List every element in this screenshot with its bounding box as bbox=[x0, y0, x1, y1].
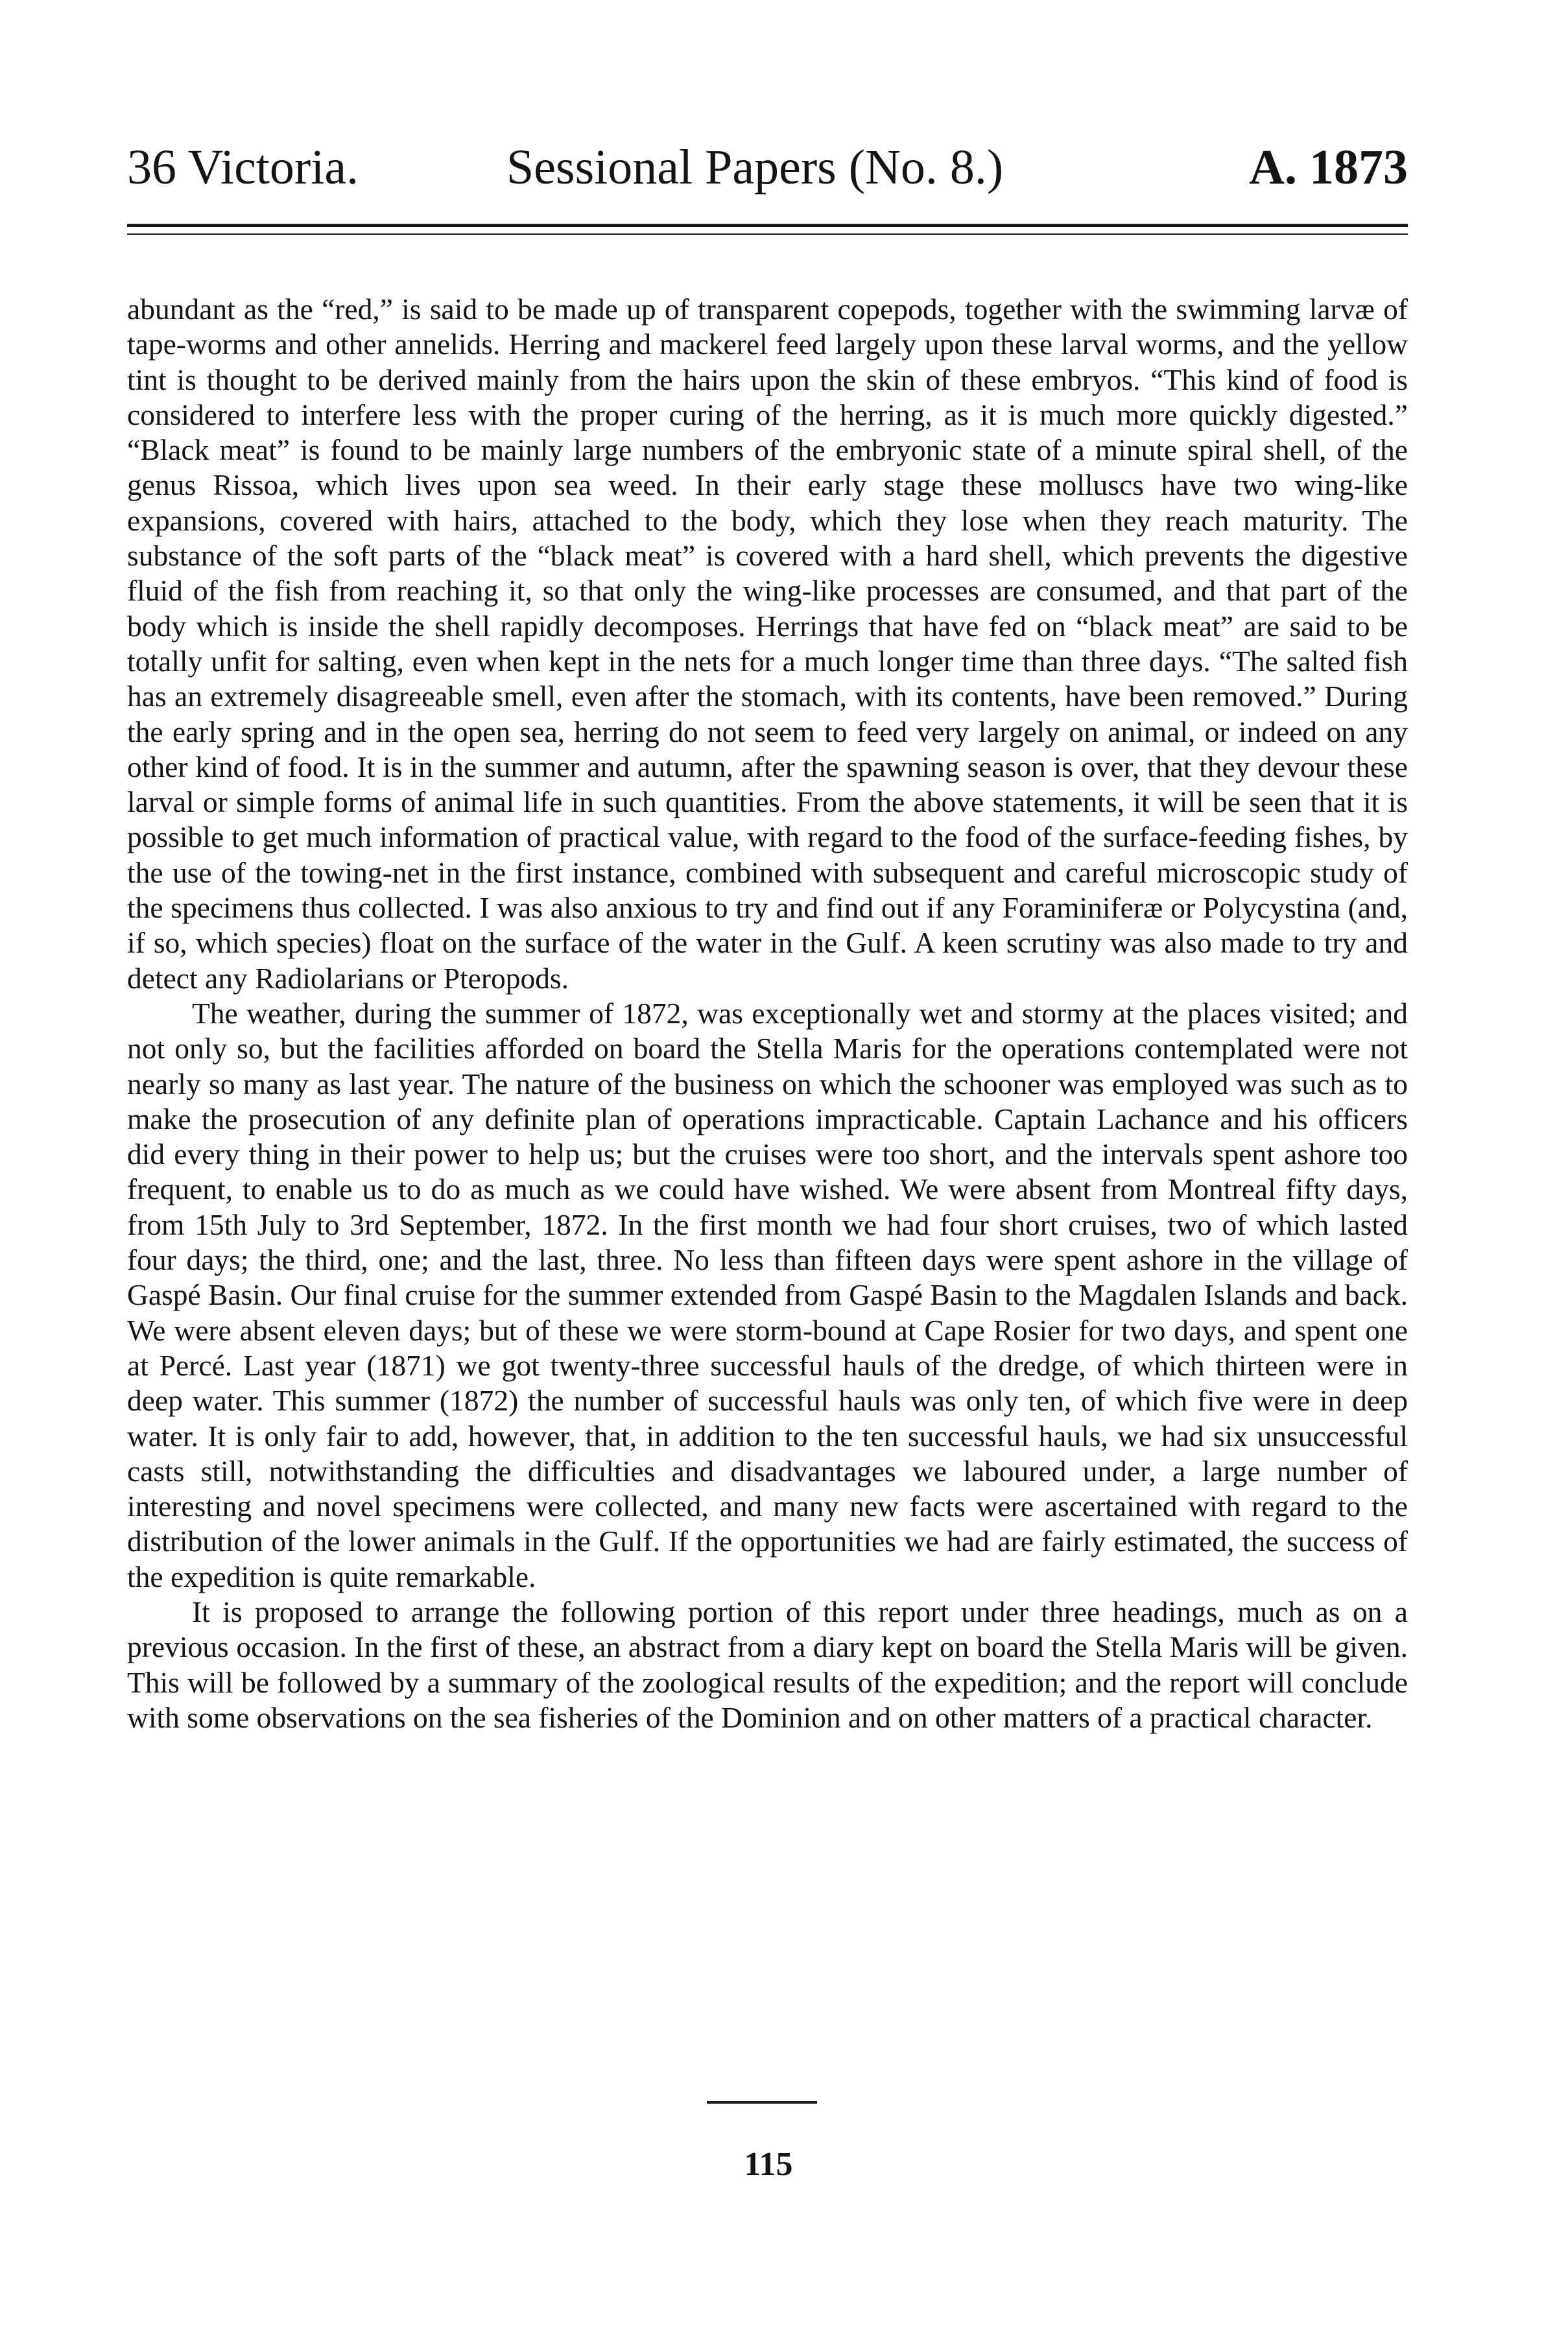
header-year: A. 1873 bbox=[1249, 140, 1408, 195]
page-number: 115 bbox=[744, 2146, 793, 2183]
footer-rule bbox=[707, 2101, 817, 2104]
header-title: Sessional Papers (No. 8.) bbox=[506, 140, 1004, 195]
paragraph-1: abundant as the “red,” is said to be made up of transparent copepods, together with the swimming larvæ of tape-worms and other annelids. Herring and mackerel feed largely upon these larval worms, and the yellow tint is thought to be derived mainly from the hairs upon the skin of these embryos. “This kind of food is considered to interfere less with the proper curing of the herring, as it is much more quickly digested.” “Black meat” is found to be mainly large numbers of the embryonic state of a minute spiral shell, of the genus Rissoa, which lives upon sea weed. In their early stage these molluscs have two wing-like expansions, covered with hairs, attached to the body, which they lose when they reach maturity. The substance of the soft parts of the “black meat” is covered with a hard shell, which prevents the digestive fluid of the fish from reaching it, so that only the wing-like processes are consumed, and that part of the body which is inside the shell rapidly decomposes. Herrings that have fed on “black meat” are said to be totally unfit for salting, even when kept in the nets for a much longer time than three days. “The salted fish has an extremely disagreeable smell, even after the stomach, with its contents, have been removed.” During the early spring and in the open sea, herring do not seem to feed very largely on animal, or indeed on any other kind of food. It is in the summer and autumn, after the spawning season is over, that they devour these larval or simple forms of animal life in such quantities. From the above statements, it will be seen that it is possible to get much information of practical value, with regard to the food of the surface-feeding fishes, by the use of the towing-net in the first instance, combined with subsequent and careful microscopic study of the specimens thus collected. I was also anxious to try and find out if any Foraminiferæ or Polycystina (and, if so, which species) float on the surface of the water in the Gulf. A keen scrutiny was also made to try and detect any Radiolarians or Pteropods. bbox=[127, 292, 1408, 995]
paragraph-3: It is proposed to arrange the following portion of this report under three headings, much as on a previous occasion. In the first of these, an abstract from a diary kept on board the Stella Maris will be given. This will be followed by a summary of the zoological results of the expedition; and the report will conclude with some observations on the sea fisheries of the Dominion and on other matters of a practical character. bbox=[127, 1595, 1408, 1734]
paragraph-2: The weather, during the summer of 1872, was exceptionally wet and stormy at the places visited; and not only so, but the facilities afforded on board the Stella Maris for the operations contemplated were not nearly so many as last year. The nature of the business on which the schooner was employed was such as to make the prosecution of any definite plan of operations impracticable. Captain Lachance and his officers did every thing in their power to help us; but the cruises were too short, and the intervals spent ashore too frequent, to enable us to do as much as we could have wished. We were absent from Montreal fifty days, from 15th July to 3rd September, 1872. In the first month we had four short cruises, two of which lasted four days; the third, one; and the last, three. No less than fifteen days were spent ashore in the village of Gaspé Basin. Our final cruise for the summer extended from Gaspé Basin to the Magdalen Islands and back. We were absent eleven days; but of these we were storm-bound at Cape Rosier for two days, and spent one at Percé. Last year (1871) we got twenty-three successful hauls of the dredge, of which thirteen were in deep water. This summer (1872) the number of successful hauls was only ten, of which five were in deep water. It is only fair to add, however, that, in addition to the ten successful hauls, we had six unsuccessful casts still, notwithstanding the difficulties and disadvantages we laboured under, a large number of interesting and novel specimens were collected, and many new facts were ascertained with regard to the distribution of the lower animals in the Gulf. If the opportunities we had are fairly estimated, the success of the expedition is quite remarkable. bbox=[127, 996, 1408, 1593]
header-rule-thin bbox=[127, 233, 1408, 235]
header-rule-thick bbox=[127, 224, 1408, 227]
header-session: 36 Victoria. bbox=[127, 140, 359, 195]
running-header bbox=[127, 135, 1408, 200]
body-text bbox=[127, 292, 1408, 1735]
